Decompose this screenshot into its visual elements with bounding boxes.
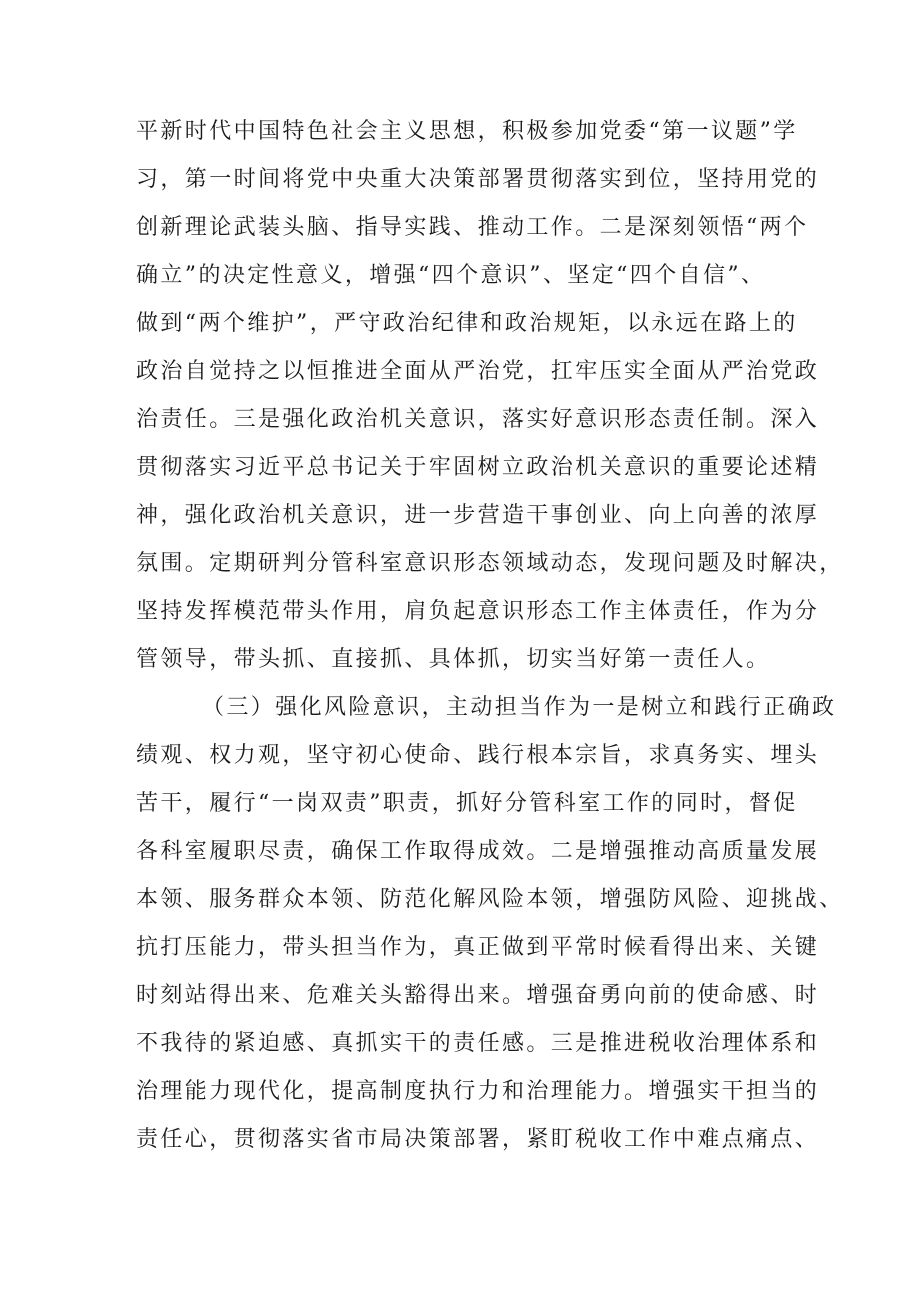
text-line: 做到“两个维护”，严守政治纪律和政治规矩，以永远在路上的	[136, 311, 798, 336]
text-line: 政治自觉持之以恒推进全面从严治党，扛牢压实全面从严治党政	[136, 359, 820, 384]
text-line: 贯彻落实习近平总书记关于牢固树立政治机关意识的重要论述精	[136, 455, 820, 480]
text-line: 创新理论武装头脑、指导实践、推动工作。二是深刻领悟“两个	[136, 215, 809, 240]
section-heading-line: （三）强化风险意识，主动担当作为一是树立和践行正确政	[202, 695, 837, 720]
text-line: 不我待的紧迫感、真抓实干的责任感。三是推进税收治理体系和	[136, 1031, 820, 1056]
text-line: 苦干，履行“一岗双责”职责，抓好分管科室工作的同时，督促	[136, 791, 798, 816]
text-line: 各科室履职尽责，确保工作取得成效。二是增强推动高质量发展	[136, 839, 820, 864]
text-line: 责任心，贯彻落实省市局决策部署，紧盯税收工作中难点痛点、	[136, 1127, 820, 1152]
text-line: 神，强化政治机关意识，进一步营造干事创业、向上向善的浓厚	[136, 503, 820, 528]
text-line: 治责任。三是强化政治机关意识，落实好意识形态责任制。深入	[136, 407, 820, 432]
document-body	[136, 108, 844, 1164]
text-line: 氛围。定期研判分管科室意识形态领域动态，发现问题及时解决，	[136, 551, 844, 576]
text-line: 平新时代中国特色社会主义思想，积极参加党委“第一议题”学	[136, 119, 798, 144]
text-line: 绩观、权力观，坚守初心使命、践行根本宗旨，求真务实、埋头	[136, 743, 820, 768]
text-line: 时刻站得出来、危难关头豁得出来。增强奋勇向前的使命感、时	[136, 983, 820, 1008]
text-line: 本领、服务群众本领、防范化解风险本领，增强防风险、迎挑战、	[136, 887, 844, 912]
text-line: 确立”的决定性意义，增强“四个意识”、坚定“四个自信”、	[136, 263, 766, 288]
text-line: 治理能力现代化，提高制度执行力和治理能力。增强实干担当的	[136, 1079, 820, 1104]
text-line: 抗打压能力，带头担当作为，真正做到平常时候看得出来、关键	[136, 935, 820, 960]
text-line: 管领导，带头抓、直接抓、具体抓，切实当好第一责任人。	[136, 647, 771, 672]
text-line: 习，第一时间将党中央重大决策部署贯彻落实到位，坚持用党的	[136, 167, 820, 192]
text-line: 坚持发挥模范带头作用，肩负起意识形态工作主体责任，作为分	[136, 599, 820, 624]
